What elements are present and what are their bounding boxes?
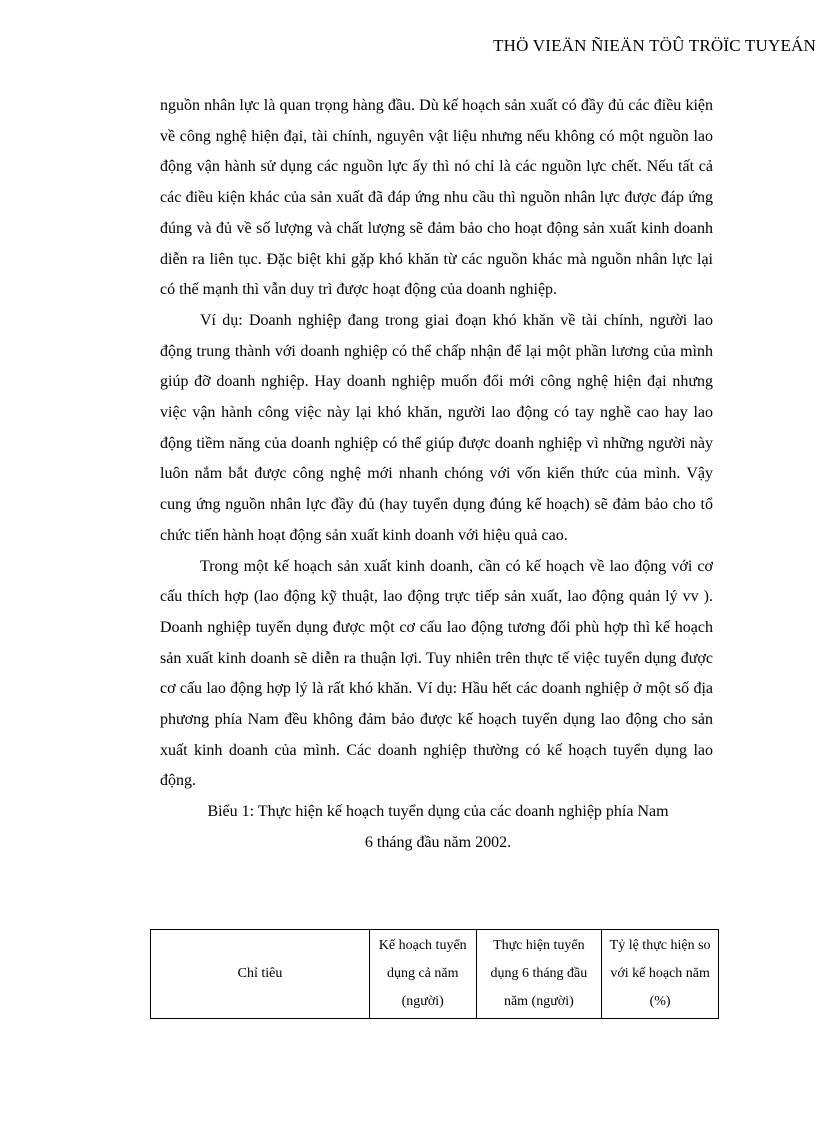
table-caption-line-1: Biểu 1: Thực hiện kế hoạch tuyển dụng của các doanh nghiệp phía Nam (207, 803, 669, 821)
table-caption-line-2: 6 tháng đầu năm 2002. (364, 833, 512, 851)
paragraph-2: Ví dụ: Doanh nghiệp đang trong giai đoạn khó khăn về tài chính, người lao động trung thành với doanh nghiệp có thể chấp nhận để lại một phần lương của mình giúp đỡ doanh nghiệp. Hay doanh nghiệp muốn đổi mới công nghệ hiện đại nhưng việc vận hành công việc này lại khó khăn, người lao động có tay nghề cao hay lao động tiềm năng của doanh nghiệp có thể giúp được doanh nghiệp vì những người này luôn nắm bắt được công nghệ mới nhanh chóng với vốn kiến thức của mình. Vậy cung ứng nguồn nhân lực đầy đủ (hay tuyển dụng đúng kế hoạch) sẽ đảm bảo cho tổ chức tiến hành hoạt động sản xuất kinh doanh với hiệu quả cao. (160, 311, 713, 544)
table-header-row (151, 930, 719, 1019)
header-completion-rate: Tỷ lệ thực hiện so với kế hoạch năm (%) (602, 930, 719, 1019)
header-annual-plan: Kế hoạch tuyển dụng cả năm (người) (369, 930, 476, 1019)
paragraph-3: Trong một kế hoạch sản xuất kinh doanh, cần có kế hoạch về lao động với cơ cấu thích hợp (lao động kỹ thuật, lao động trực tiếp sản xuất, lao động quản lý vv ). Doanh nghiệp tuyển dụng được một cơ cấu lao động tương đối phù hợp thì kế hoạch sản xuất kinh doanh sẽ diễn ra thuận lợi. Tuy nhiên trên thực tế việc tuyển dụng được cơ cấu lao động hợp lý là rất khó khăn. Ví dụ: Hầu hết các doanh nghiệp ở một số địa phương phía Nam đều không đảm bảo được kế hoạch tuyển dụng lao động cho sản xuất kinh doanh của mình. Các doanh nghiệp thường có kế hoạch tuyển dụng lao động. (160, 557, 713, 790)
header-indicator: Chỉ tiêu (151, 930, 370, 1019)
recruitment-table (150, 929, 719, 1019)
header-six-month-actual: Thực hiện tuyển dụng 6 tháng đầu năm (người) (476, 930, 602, 1019)
page-header: THÖ VIEÄN ÑIEÄN TÖÛ TRÖÏC TUYEÁN (493, 36, 816, 55)
paragraph-1: nguồn nhân lực là quan trọng hàng đầu. Dù kế hoạch sản xuất có đầy đủ các điều kiện về công nghệ hiện đại, tài chính, nguyên vật liệu nhưng nếu không có một nguồn lao động vận hành sử dụng các nguồn lực ấy thì nó chỉ là các nguồn lực chết. Nếu tất cả các điều kiện khác của sản xuất đã đáp ứng nhu cầu thì nguồn nhân lực được đáp ứng đúng và đủ về số lượng và chất lượng sẽ đảm bảo cho hoạt động sản xuất kinh doanh diễn ra liên tục. Đặc biệt khi gặp khó khăn từ các nguồn khác mà nguồn nhân lực lại có thế mạnh thì vẫn duy trì được hoạt động của doanh nghiệp. (160, 97, 713, 299)
document-body (160, 91, 713, 858)
